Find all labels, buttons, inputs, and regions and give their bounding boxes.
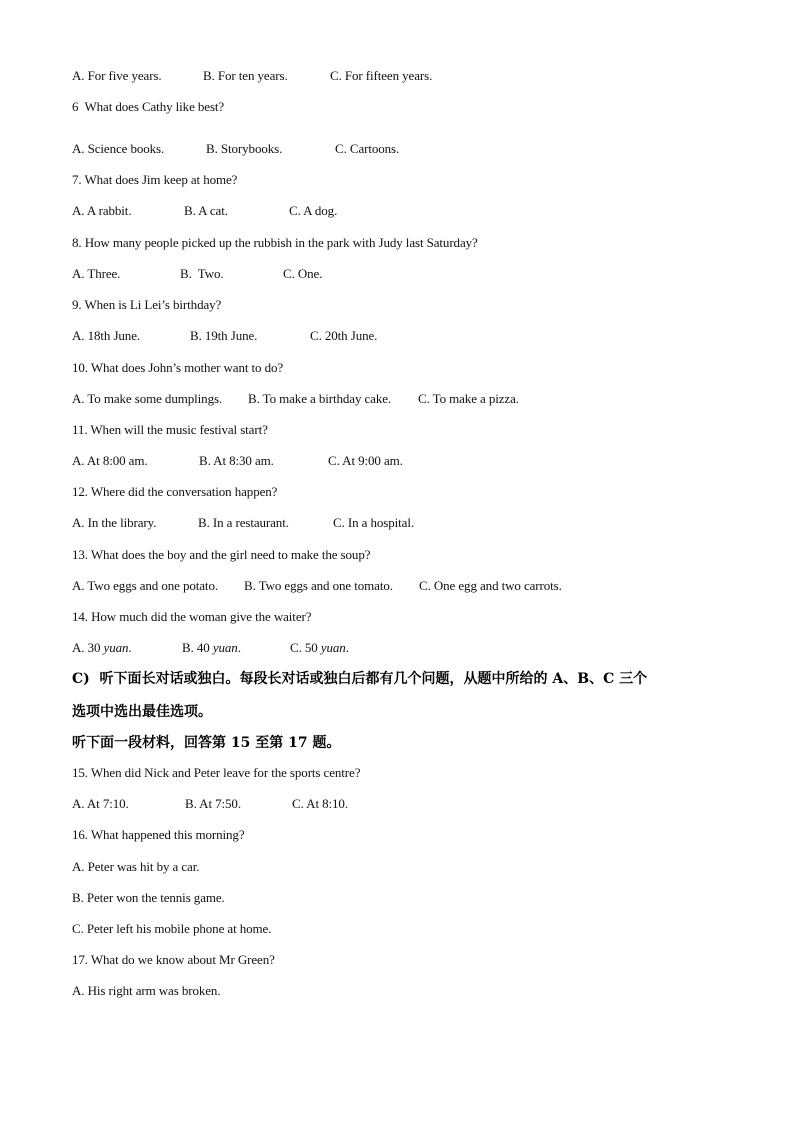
- answer-option: A. A rabbit.: [72, 203, 132, 218]
- section-c-instruction-line2: 选项中选出最佳选项。: [72, 704, 212, 720]
- question-line: 12. Where did the conversation happen?: [72, 484, 278, 499]
- answer-option: C. In a hospital.: [333, 515, 414, 530]
- section-c-instruction-line3: 听下面一段材料，回答第 15 至第 17 题。: [72, 735, 341, 751]
- question-line: 15. When did Nick and Peter leave for the sports centre?: [72, 765, 361, 780]
- section-c-instruction-line1: C) 听下面长对话或独白。每段长对话或独白后都有几个问题，从题中所给的 A、B、C 三个: [72, 671, 648, 687]
- answer-option: B. Two eggs and one tomato.: [244, 578, 393, 593]
- question-line: 13. What does the boy and the girl need to make the soup?: [72, 547, 371, 562]
- answer-option: A. For five years.: [72, 68, 162, 83]
- answer-option: B. For ten years.: [203, 68, 288, 83]
- answer-option: B. At 8:30 am.: [199, 453, 274, 468]
- answer-option: A. Three.: [72, 266, 121, 281]
- question-line: 11. When will the music festival start?: [72, 422, 268, 437]
- answer-option: C. Cartoons.: [335, 141, 400, 156]
- answer-option: A. 18th June.: [72, 328, 141, 343]
- answer-option: C. To make a pizza.: [418, 391, 519, 406]
- question-line: 7. What does Jim keep at home?: [72, 172, 238, 187]
- question-line: 16. What happened this morning?: [72, 827, 245, 842]
- answer-option: B. Storybooks.: [206, 141, 283, 156]
- answer-option: C. At 8:10.: [292, 796, 348, 811]
- question-line: A. Peter was hit by a car.: [72, 859, 200, 874]
- answer-option: A. To make some dumplings.: [72, 391, 223, 406]
- q14-option-c: C. 50 yuan.: [290, 640, 349, 655]
- answer-option: A. Two eggs and one potato.: [72, 578, 218, 593]
- answer-option: A. At 7:10.: [72, 796, 129, 811]
- answer-option: C. One.: [283, 266, 323, 281]
- answer-option: B. In a restaurant.: [198, 515, 289, 530]
- question-line: 8. How many people picked up the rubbish in the park with Judy last Saturday?: [72, 235, 478, 250]
- answer-option: B. At 7:50.: [185, 796, 241, 811]
- answer-option: C. For fifteen years.: [330, 68, 433, 83]
- answer-option: C. A dog.: [289, 203, 338, 218]
- answer-option: B. To make a birthday cake.: [248, 391, 392, 406]
- answer-option: A. At 8:00 am.: [72, 453, 148, 468]
- q14-option-b: B. 40 yuan.: [182, 640, 241, 655]
- answer-option: A. In the library.: [72, 515, 157, 530]
- question-line: C. Peter left his mobile phone at home.: [72, 921, 272, 936]
- answer-option: C. 20th June.: [310, 328, 378, 343]
- question-line: A. His right arm was broken.: [72, 983, 221, 998]
- question-line: 10. What does John’s mother want to do?: [72, 360, 284, 375]
- question-line: 9. When is Li Lei’s birthday?: [72, 297, 222, 312]
- answer-option: C. At 9:00 am.: [328, 453, 403, 468]
- question-line: B. Peter won the tennis game.: [72, 890, 225, 905]
- answer-option: B. 19th June.: [190, 328, 258, 343]
- answer-option: A. Science books.: [72, 141, 165, 156]
- question-line: 6 What does Cathy like best?: [72, 99, 225, 114]
- answer-option: B. A cat.: [184, 203, 228, 218]
- q14-option-a: A. 30 yuan.: [72, 640, 132, 655]
- question-line: 14. How much did the woman give the waiter?: [72, 609, 312, 624]
- answer-option: C. One egg and two carrots.: [419, 578, 562, 593]
- answer-option: B. Two.: [180, 266, 224, 281]
- question-line: 17. What do we know about Mr Green?: [72, 952, 275, 967]
